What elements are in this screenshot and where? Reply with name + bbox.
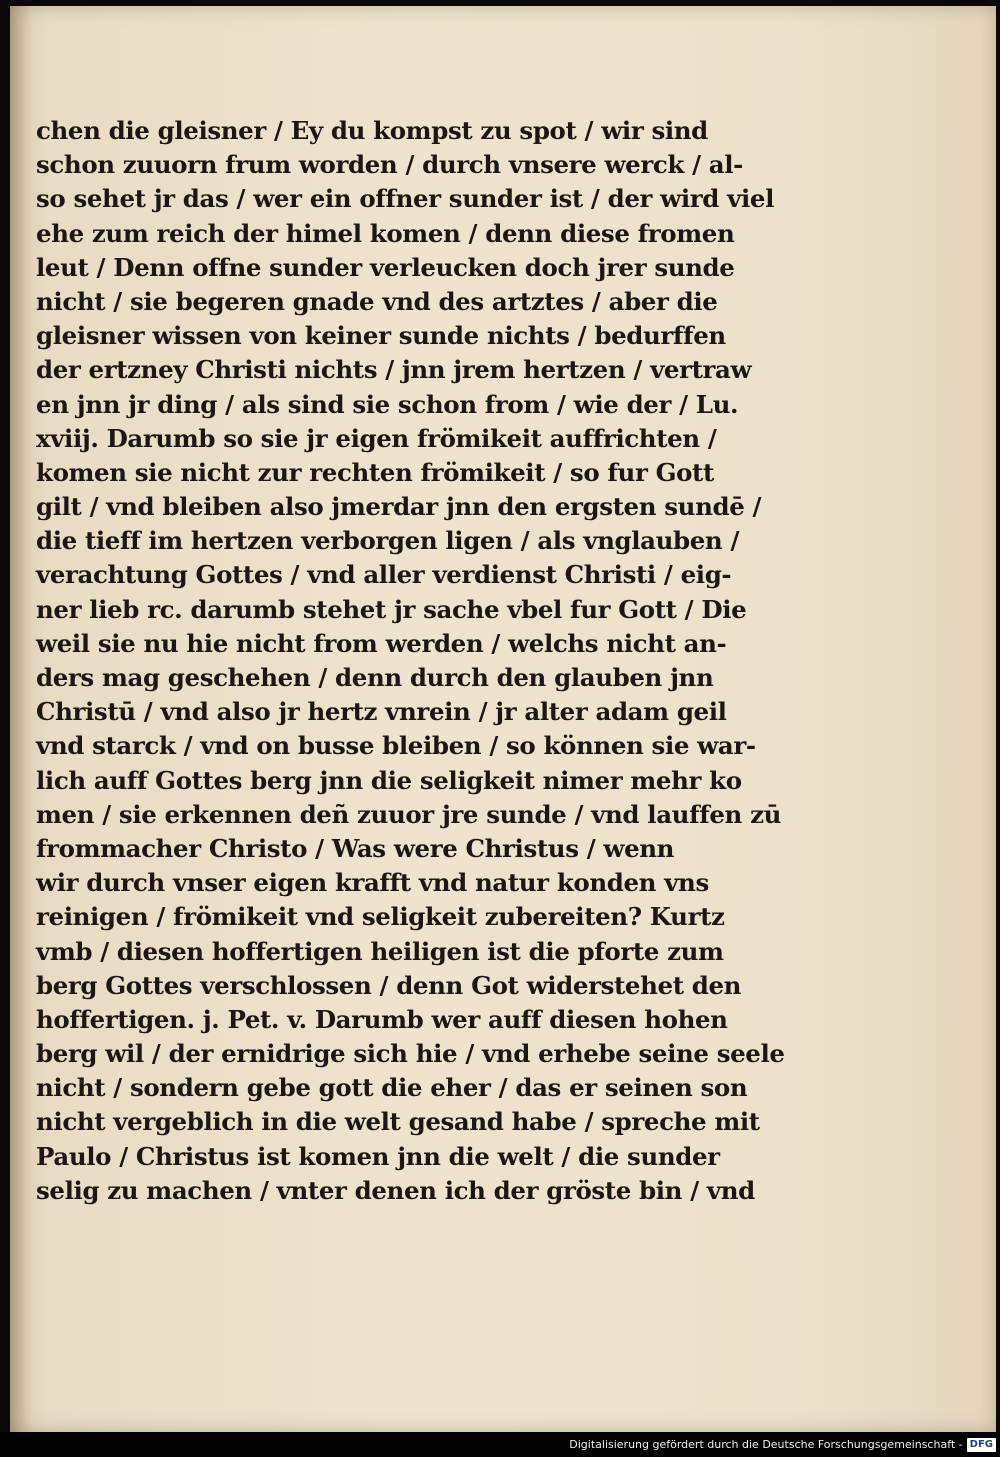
text-line: reinigen / frömikeit vnd seligkeit zubereiten? Kurtz (36, 902, 725, 932)
text-line: hoffertigen. j. Pet. v. Darumb wer auff diesen hohen (36, 1004, 728, 1034)
text-line: weil sie nu hie nicht from werden / welchs nicht an- (36, 628, 727, 658)
text-line: gilt / vnd bleiben also jmerdar jnn den ergsten sundē / (36, 492, 762, 522)
text-line: verachtung Gottes / vnd aller verdienst Christi / eig- (36, 560, 732, 590)
book-page (10, 6, 996, 1432)
text-line: schon zuuorn frum worden / durch vnsere werck / al- (36, 150, 743, 180)
text-line: wir durch vnser eigen krafft vnd natur konden vns (36, 868, 709, 898)
text-line: Paulo / Christus ist komen jnn die welt / die sunder (36, 1141, 720, 1171)
text-line: frommacher Christo / Was were Christus / wenn (36, 833, 675, 863)
text-line: der ertzney Christi nichts / jnn jrem hertzen / vertraw (36, 355, 752, 385)
page-text (36, 114, 785, 1208)
funding-notice: Digitalisierung gefördert durch die Deutsche Forschungsgemeinschaft - (569, 1438, 963, 1451)
text-line: die tieff im hertzen verborgen ligen / als vnglauben / (36, 526, 740, 556)
text-line: vnd starck / vnd on busse bleiben / so können sie war- (36, 731, 756, 761)
text-line: ner lieb rc. darumb stehet jr sache vbel fur Gott / Die (36, 594, 747, 624)
text-line: gleisner wissen von keiner sunde nichts / bedurffen (36, 321, 726, 351)
text-line: nicht vergeblich in die welt gesand habe / spreche mit (36, 1107, 760, 1137)
funding-footer (0, 1432, 1000, 1457)
text-line: xviij. Darumb so sie jr eigen frömikeit auffrichten / (36, 423, 717, 453)
text-line: komen sie nicht zur rechten frömikeit / so fur Gott (36, 457, 714, 487)
text-line: en jnn jr ding / als sind sie schon from / wie der / Lu. (36, 389, 739, 419)
text-line: chen die gleisner / Ey du kompst zu spot / wir sind (36, 116, 708, 145)
text-line: men / sie erkennen deñ zuuor jre sunde / vnd lauffen zū (36, 799, 782, 829)
text-line: Christū / vnd also jr hertz vnrein / jr alter adam geil (36, 697, 727, 727)
text-line: nicht / sondern gebe gott die eher / das er seinen son (36, 1073, 748, 1103)
text-line: selig zu machen / vnter denen ich der gröste bin / vnd (36, 1175, 755, 1205)
dfg-logo[interactable]: DFG (967, 1438, 996, 1452)
text-line: berg wil / der ernidrige sich hie / vnd erhebe seine seele (36, 1039, 785, 1069)
text-line: leut / Denn offne sunder verleucken doch jrer sunde (36, 252, 735, 282)
text-line: nicht / sie begeren gnade vnd des artztes / aber die (36, 286, 718, 316)
text-line: lich auff Gottes berg jnn die seligkeit nimer mehr ko (36, 765, 742, 795)
text-line: so sehet jr das / wer ein offner sunder ist / der wird viel (36, 184, 774, 214)
text-line: ders mag geschehen / denn durch den glauben jnn (36, 663, 714, 692)
text-line: berg Gottes verschlossen / denn Got widerstehet den (36, 970, 742, 1000)
text-line: vmb / diesen hoffertigen heiligen ist die pforte zum (36, 936, 724, 966)
text-line: ehe zum reich der himel komen / denn diese fromen (36, 218, 735, 248)
